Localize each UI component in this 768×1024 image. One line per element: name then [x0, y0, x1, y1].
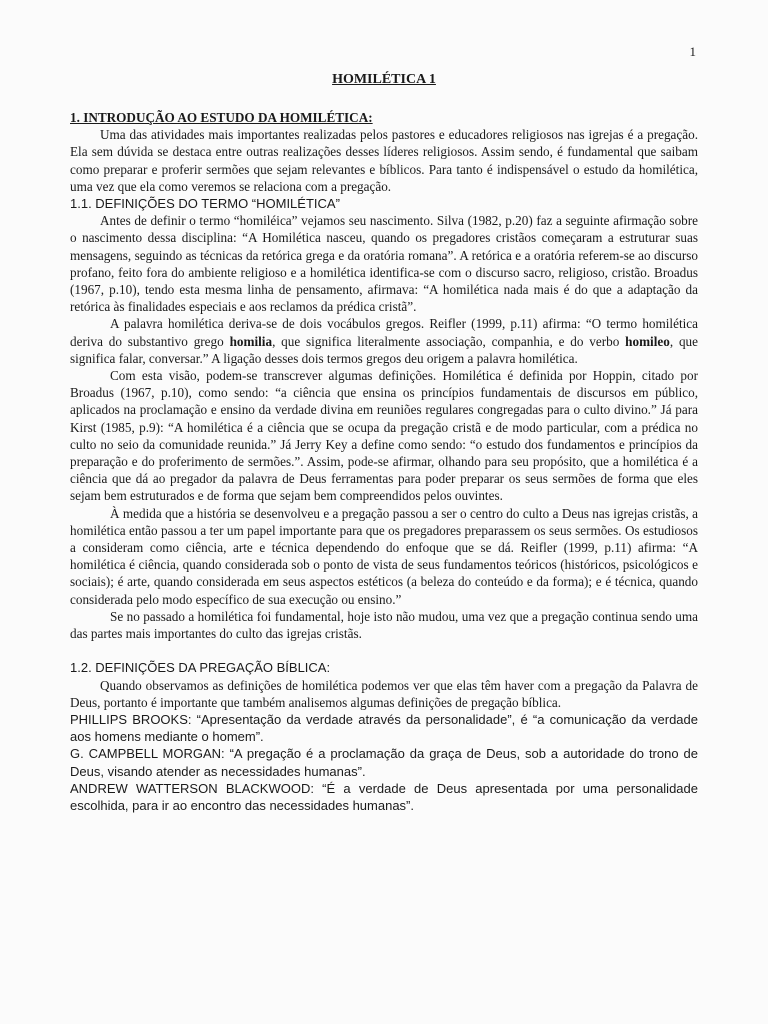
paragraph-preaching-intro: Quando observamos as definições de homilética podemos ver que elas têm haver com a pregação da Palavra de Deus, portanto é importante que também analisemos algumas definições de pregação bíblica. [70, 677, 698, 710]
definition-blackwood: ANDREW WATTERSON BLACKWOOD: “É a verdade de Deus apresentada por uma personalidade escolhida, para ir ao encontro das necessidades humanas”. [70, 780, 698, 813]
paragraph-etymology [70, 315, 698, 367]
definition-morgan: G. CAMPBELL MORGAN: “A pregação é a proclamação da graça de Deus, sob a autoridade do trono de Deus, visando atender as necessidades humanas”. [70, 746, 698, 779]
document-title: HOMILÉTICA 1 [332, 72, 436, 87]
etymology-text-a: A palavra homilética deriva-se de dois vocábulos gregos. Reifler (1999, p.11) afirma: “O termo homilética deriva do substantivo grego [70, 316, 698, 349]
term-homileo: homileo [625, 333, 670, 349]
term-homilia: homilia [229, 333, 273, 349]
document-body [70, 109, 698, 814]
section-heading-introduction: 1. INTRODUÇÃO AO ESTUDO DA HOMILÉTICA: [70, 110, 373, 125]
subsection-heading-homiletics-definitions: 1.1. DEFINIÇÕES DO TERMO “HOMILÉTICA” [70, 196, 340, 212]
paragraph-relevance: Se no passado a homilética foi fundamental, hoje isto não mudou, uma vez que a pregação continua sendo uma das partes mais importantes do culto das igrejas cristãs. [70, 608, 698, 642]
definition-brooks: PHILLIPS BROOKS: “Apresentação da verdade através da personalidade”, é “a comunicação da verdade aos homens mediante o homem”. [70, 711, 698, 745]
paragraph-introduction: Uma das atividades mais importantes realizadas pelos pastores e educadores religiosos nas igrejas é a pregação. Ela sem dúvida se destaca entre outras realizações desses líderes religiosos. Assim sendo, é fundamental que saibam como preparar e proferir sermões que sejam relevantes e bíblicos. Para tanto é indispensável o estudo da homilética, uma vez que ela como veremos se relaciona com a pregação. [70, 127, 698, 194]
paragraph-origin: Antes de definir o termo “homiléica” vejamos seu nascimento. Silva (1982, p.20) faz a seguinte afirmação sobre o nascimento dessa disciplina: “A Homilética nasceu, quando os pregadores cristãos começaram a estruturar suas mensagens, seguindo as técnicas da retórica grega e da oratória romana”. A retórica e a oratória referem-se ao discurso profano, feito fora do ambiente religioso e a homilética identifica-se com o discurso sacro, religioso, cristão. Broadus (1967, p.10), tendo esta mesma linha de pensamento, afirmava: “A homilética nada mais é do que a adaptação da retórica às finalidades especiais e aos reclamos da prédica cristã”. [70, 213, 698, 315]
paragraph-definitions: Com esta visão, podem-se transcrever algumas definições. Homilética é definida por Hoppin, citado por Broadus (1967, p.10), como sendo: “a ciência que ensina os princípios fundamentais de discursos em público, aplicados na proclamação e ensino da verdade divina em reuniões regulares congregadas para o culto divino.” Já para Kirst (1985, p.9): “A homilética é a ciência que se ocupa da pregação cristã e de modo particular, com a prédica no culto no seio da comunidade reunida.” Já Jerry Key a define como sendo: “o estudo dos fundamentos e princípios da preparação e do proferimento de sermões.”. Assim, pode-se afirmar, olhando para seu propósito, que a homilética é a ciência que dá ao pregador da palavra de Deus ferramentas para poder preparar os seus sermões de forma que eles sejam bem estruturados e de forma que sejam bem compreendidos pelos ouvintes. [70, 368, 698, 504]
etymology-text-d: , que significa falar, conversar.” A ligação desses dois termos gregos deu origem a palavra homilética. [70, 333, 699, 366]
spacer [70, 642, 698, 659]
page-number: 1 [689, 44, 696, 59]
etymology-text-c: , que significa literalmente associação, companhia, e do verbo [272, 333, 626, 349]
paragraph-history: À medida que a história se desenvolveu e a pregação passou a ser o centro do culto a Deus nas igrejas cristãs, a homilética então passou a ter um papel importante para que os pregadores preparassem os seus sermões. Os estudiosos a consideram como ciência, arte e técnica dependendo do enfoque que se dá. Reifler (1999, p.11) afirma: “A homilética é ciência, quando considerada sob o ponto de vista de seus fundamentos teóricos (históricos, psicológicos e sociais); é arte, quando considerada em seus aspectos estéticos (a beleza do conteúdo e da forma); e é técnica, quando considerada pelo modo específico de sua execução ou ensino.” [70, 505, 698, 607]
subsection-heading-preaching-definitions: 1.2. DEFINIÇÕES DA PREGAÇÃO BÍBLICA: [70, 660, 331, 676]
